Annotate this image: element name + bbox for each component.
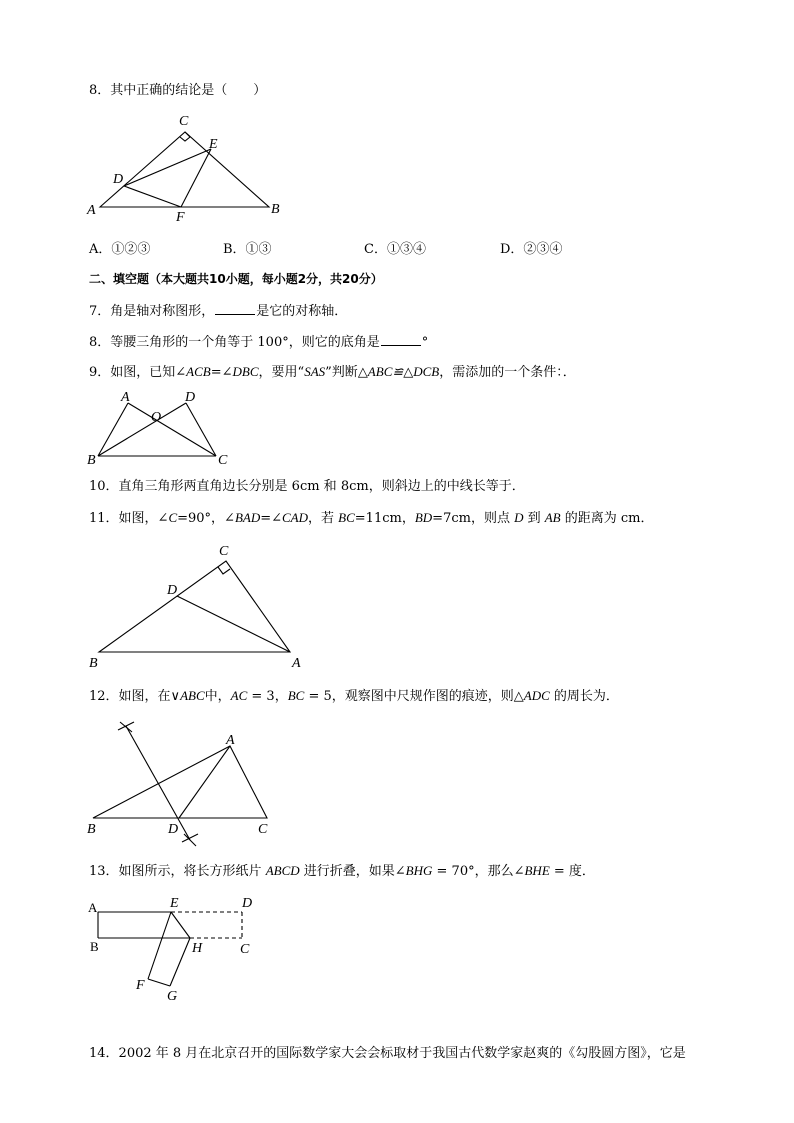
fig2-label-a: A bbox=[121, 390, 130, 405]
fig5-label-b: B bbox=[90, 939, 99, 954]
fig5-label-e: E bbox=[170, 896, 179, 911]
section-2-title: 二、填空题（本大题共10小题，每小题2分，共20分） bbox=[89, 272, 383, 286]
fig3-label-d: D bbox=[167, 583, 178, 598]
q12-math-abc: ABC bbox=[180, 688, 205, 703]
fig3-label-c: C bbox=[219, 544, 229, 559]
fig1-label-c: C bbox=[179, 114, 189, 129]
q12-text-5: 的周长为． bbox=[549, 689, 619, 704]
fig5-label-f: F bbox=[136, 978, 145, 993]
fig2-label-c: C bbox=[218, 453, 228, 468]
fig5-segment-eh bbox=[171, 912, 190, 938]
q11-text-3: =∠ bbox=[260, 511, 283, 526]
option-a[interactable]: A．①②③ bbox=[89, 242, 151, 257]
q9-text-2: = bbox=[210, 365, 222, 380]
fig5-segment-ef bbox=[148, 912, 171, 979]
fig2-label-d: D bbox=[185, 390, 196, 405]
fig5-segment-fg bbox=[148, 979, 170, 986]
fig2-label-b: B bbox=[87, 453, 96, 468]
q11-math-c: C bbox=[168, 510, 178, 525]
q13-math-bhg: BHG bbox=[405, 863, 433, 878]
q13-text-1: 13．如图所示，将长方形纸片 bbox=[89, 864, 266, 879]
q11-math-ab: AB bbox=[544, 510, 561, 525]
q13-text-2: 进行折叠，如果∠ bbox=[299, 864, 406, 879]
q12-text-4: = 5，观察图中尺规作图的痕迹，则△ bbox=[304, 689, 524, 704]
q11-text-2: =90°，∠ bbox=[177, 511, 235, 526]
q9-math-congruence: △ABC≌△DCB bbox=[357, 364, 440, 379]
q11-text-4: ，若 bbox=[308, 511, 339, 526]
fig5-label-d: D bbox=[242, 896, 253, 911]
q9-text-3: ，要用“ bbox=[258, 365, 305, 380]
q11-text-8: 的距离为 cm． bbox=[560, 511, 654, 526]
q12-math-bc: BC bbox=[287, 688, 305, 703]
question-14: 14．2002 年 8 月在北京召开的国际数学家大会会标取材于我国古代数学家赵爽的《勾股圆方图》，它是 bbox=[89, 1046, 686, 1061]
q13-math-abcd: ABCD bbox=[265, 863, 300, 878]
q13-math-bhe: BHE bbox=[524, 863, 550, 878]
q11-text-6: =7cm，则点 bbox=[432, 511, 515, 526]
fig1-label-f: F bbox=[176, 210, 185, 225]
q11-math-bad: BAD bbox=[234, 510, 261, 525]
option-d[interactable]: D．②③④ bbox=[500, 242, 563, 257]
q9-math-sas: SAS bbox=[304, 364, 326, 379]
q9-text-4: ”判断 bbox=[325, 365, 358, 380]
fig4-label-c: C bbox=[258, 822, 268, 837]
fig3-label-a: A bbox=[292, 656, 301, 671]
q12-math-adc: ADC bbox=[523, 688, 550, 703]
question-8-top: 8．其中正确的结论是（ ） bbox=[89, 83, 267, 98]
fig3-label-b: B bbox=[89, 656, 98, 671]
option-c[interactable]: C．①③④ bbox=[364, 242, 426, 257]
q9-text-1: 9．如图，已知 bbox=[89, 365, 176, 380]
q9-math-acb: ∠ACB bbox=[175, 364, 211, 379]
fig1-label-b: B bbox=[271, 202, 280, 217]
q9-text-5: ，需添加的一个条件：． bbox=[439, 365, 576, 380]
q12-math-ac: AC bbox=[230, 688, 248, 703]
option-b[interactable]: B．①③ bbox=[223, 242, 272, 257]
q8-text-after: ° bbox=[421, 335, 429, 350]
fig1-label-d: D bbox=[113, 172, 124, 187]
fig5-label-h: H bbox=[192, 941, 203, 956]
q12-text-1: 12．如图，在∨ bbox=[89, 689, 181, 704]
q11-math-bc: BC bbox=[338, 510, 355, 525]
fig4-label-d: D bbox=[168, 822, 179, 837]
fig5-label-c: C bbox=[240, 942, 250, 957]
q11-text-1: 11．如图，∠ bbox=[89, 511, 169, 526]
fig4-label-a: A bbox=[226, 733, 235, 748]
q11-math-bd: BD bbox=[414, 510, 433, 525]
fig5-segment-gh bbox=[170, 938, 190, 986]
q13-text-4: = 度． bbox=[549, 864, 595, 879]
q9-math-dbc: ∠DBC bbox=[221, 364, 259, 379]
fig5-label-g: G bbox=[167, 989, 178, 1004]
q8-text-before: 8．等腰三角形的一个角等于 100°，则它的底角是 bbox=[89, 335, 380, 350]
q13-text-3: = 70°，那么∠ bbox=[432, 864, 525, 879]
q7-text-before: 7．角是轴对称图形， bbox=[89, 304, 215, 319]
fig2-label-o: O bbox=[151, 410, 162, 425]
q11-math-d: D bbox=[514, 510, 524, 525]
q12-text-2: 中， bbox=[204, 689, 231, 704]
q7-text-after: 是它的对称轴． bbox=[256, 304, 348, 319]
q11-text-5: =11cm， bbox=[354, 511, 415, 526]
q11-math-cad: CAD bbox=[282, 510, 309, 525]
q12-text-3: = 3， bbox=[247, 689, 288, 704]
q11-text-7: 到 bbox=[523, 511, 545, 526]
fig4-label-b: B bbox=[87, 822, 96, 837]
fig5-label-a: A bbox=[88, 900, 98, 915]
question-10: 10．直角三角形两直角边长分别是 6cm 和 8cm，则斜边上的中线长等于． bbox=[89, 479, 525, 494]
fig1-label-e: E bbox=[209, 137, 218, 152]
fig1-label-a: A bbox=[87, 203, 96, 218]
